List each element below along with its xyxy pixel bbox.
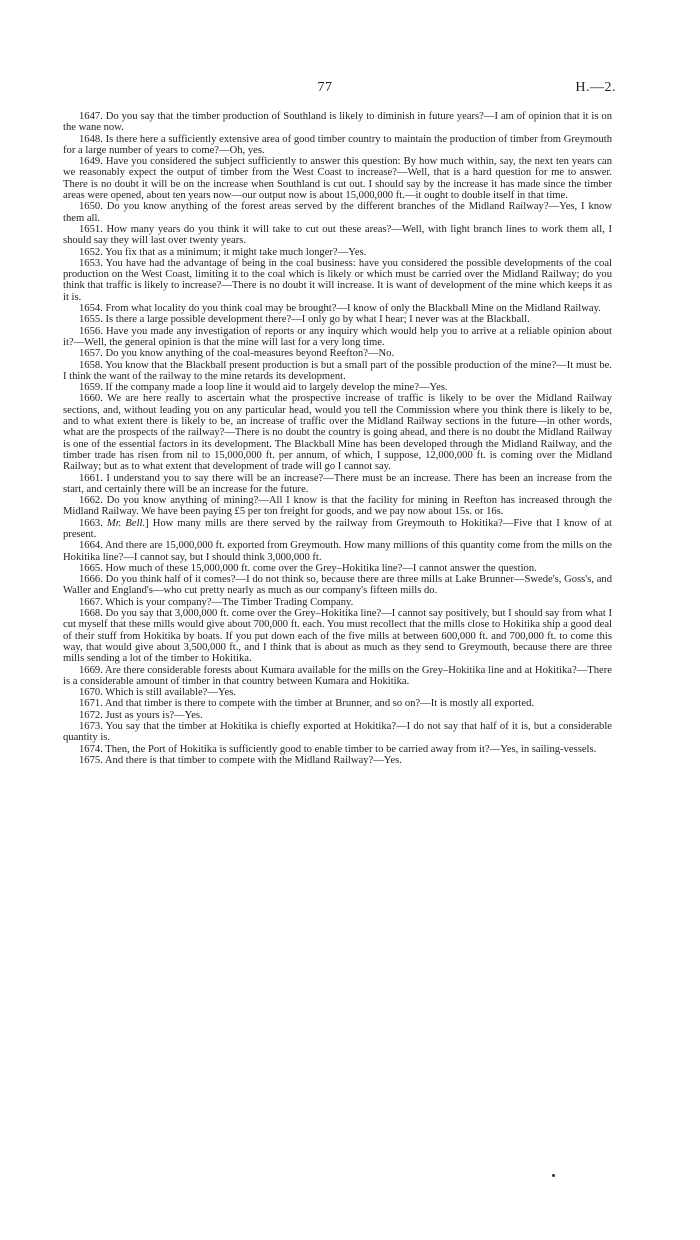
paragraph-1656: 1656. Have you made any investigation of reports or any inquiry which would help you to arrive at a reliable opinion about it?—Well, the general opinion is that the mine will last for a very long time. — [63, 325, 612, 348]
paragraph-1670: 1670. Which is still available?—Yes. — [79, 687, 237, 699]
page-header — [0, 80, 700, 102]
paragraph-1657: 1657. Do you know anything of the coal-measures beyond Reefton?—No. — [79, 348, 395, 360]
paragraph-1671: 1671. And that timber is there to compete with the timber at Brunner, and so on?—It is mostly all exported. — [79, 698, 535, 710]
paragraph-1674: 1674. Then, the Port of Hokitika is sufficiently good to enable timber to be carried away from it?—Yes, in sailing-vessels. — [79, 743, 597, 755]
paragraph-1673: 1673. You say that the timber at Hokitika is chiefly exported at Hokitika?—I do not say that half of it is, but a considerable quantity is. — [63, 721, 612, 744]
paragraph-1653: 1653. You have had the advantage of being in the coal business: have you considered the possible developments of the coal production on the West Coast, limiting it to the coal which is likely or which must be carried over the Midland Railway; do you think that traffic is likely to increase?—There is no doubt it will increase. It is want of development of the mine which keeps it as it is. — [63, 257, 612, 303]
paragraph-1650: 1650. Do you know anything of the forest areas served by the different branches of the Midland Railway?—Yes, I know them all. — [63, 201, 612, 224]
paragraph-1659: 1659. If the company made a loop line it would aid to largely develop the mine?—Yes. — [79, 382, 448, 394]
paragraph-1668: 1668. Do you say that 3,000,000 ft. come over the Grey–Hokitika line?—I cannot say positively, but I should say from what I cut myself that these mills would give about 700,000 ft. each. You must recollect that the mills close to Hokitika ship a good deal of their stuff from Hokitika by boats. If you put down each of the five mills at between 600,000 ft. and 700,000 ft. to come this way, that would give about 3,500,000 ft., and I think that is about as much as they send to Greymouth, because there are three mills sending a lot of the timber to Hokitika. — [63, 608, 613, 665]
paragraph-1664: 1664. And there are 15,000,000 ft. exported from Greymouth. How many millions of this quantity come from the mills on the Hokitika line?—I cannot say, but I should think 3,000,000 ft. — [63, 540, 612, 563]
ink-speck — [552, 1174, 555, 1177]
paragraph-1658: 1658. You know that the Blackball present production is but a small part of the possible production of the mine?—It must be. I think the want of the railway to the mine retards its development. — [63, 359, 612, 382]
paragraph-1667: 1667. Which is your company?—The Timber Trading Company. — [79, 596, 354, 608]
document-reference: H.—2. — [575, 80, 616, 95]
paragraph-1665: 1665. How much of these 15,000,000 ft. come over the Grey–Hokitika line?—I cannot answer the question. — [79, 562, 537, 574]
paragraph-1648: 1648. Is there here a sufficiently extensive area of good timber country to maintain the production of timber from Greymouth for a large number of years to come?—Oh, yes. — [63, 133, 612, 156]
paragraph-1663: 1663. Mr. Bell.] How many mills are there served by the railway from Greymouth to Hokitika?—Five that I know of at present. — [63, 517, 612, 540]
paragraph-1672: 1672. Just as yours is?—Yes. — [79, 709, 203, 721]
paragraph-1666: 1666. Do you think half of it comes?—I do not think so, because there are three mills at Lake Brunner—Swede's, Goss's, and Waller and England's—who cut pretty nearly as much as our company's fifteen mills do. — [63, 574, 612, 597]
testimony-body — [63, 111, 612, 766]
paragraph-1649: 1649. Have you considered the subject sufficiently to answer this question: By how much within, say, the next ten years can we reasonably expect the output of timber from the West Coast to increase?—Well, that is a hard question for me to answer. There is no doubt it will be on the increase when Southland is cut out. I should say by the increase it has made since the timber areas were opened, about ten years now—our output now is about 15,000,000 ft.—it ought to double itself in that time. — [63, 156, 612, 202]
paragraph-1662: 1662. Do you know anything of mining?—All I know is that the facility for mining in Reefton has increased through the Midland Railway. We have been paying £5 per ton freight for goods, and we pay now about 15s. or 16s. — [63, 495, 612, 518]
paragraph-1669: 1669. Are there considerable forests about Kumara available for the mills on the Grey–Hokitika line and at Hokitika?—There is a considerable amount of timber in that country between Kumara and Hokitika. — [63, 664, 612, 687]
paragraph-1652: 1652. You fix that as a minimum; it might take much longer?—Yes. — [79, 246, 367, 258]
paragraph-1654: 1654. From what locality do you think coal may be brought?—I know of only the Blackball Mine on the Midland Railway. — [79, 303, 601, 315]
paragraph-1661: 1661. I understand you to say there will be an increase?—There must be an increase. There has been an increase from the start, and certainly there will be an increase for the future. — [63, 472, 612, 495]
paragraph-1647: 1647. Do you say that the timber production of Southland is likely to diminish in future years?—I am of opinion that it is on the wane now. — [63, 111, 612, 134]
paragraph-1660: 1660. We are here really to ascertain what the prospective increase of traffic is likely to be over the Midland Railway sections, and, without leading you on any particular head, would you tell the Commission where you think there is likely to be, and to what extent there is likely to be, an increase of traffic over the Midland Railway sections in the future—in other words, what are the prospects of the railway?—There is no doubt the country is going ahead, and there is no doubt the Midland Railway is one of the essential factors in its development. The Blackball Mine has been developed through the Midland Railway, and the timber trade has risen from nil to 15,000,000 ft. per annum, of which, I suppose, 12,000,000 ft. is coming over the Midland Railway; but as to what extent that development of trade will go I cannot say. — [63, 393, 612, 473]
paragraph-1655: 1655. Is there a large possible development there?—I only go by what I hear; I never was at the Blackball. — [79, 314, 530, 326]
paragraph-1675: 1675. And there is that timber to compete with the Midland Railway?—Yes. — [79, 754, 402, 766]
page-number: 77 — [317, 80, 333, 95]
paragraph-1651: 1651. How many years do you think it will take to cut out these areas?—Well, with light branch lines to work them all, I should say they will last over twenty years. — [63, 223, 612, 247]
